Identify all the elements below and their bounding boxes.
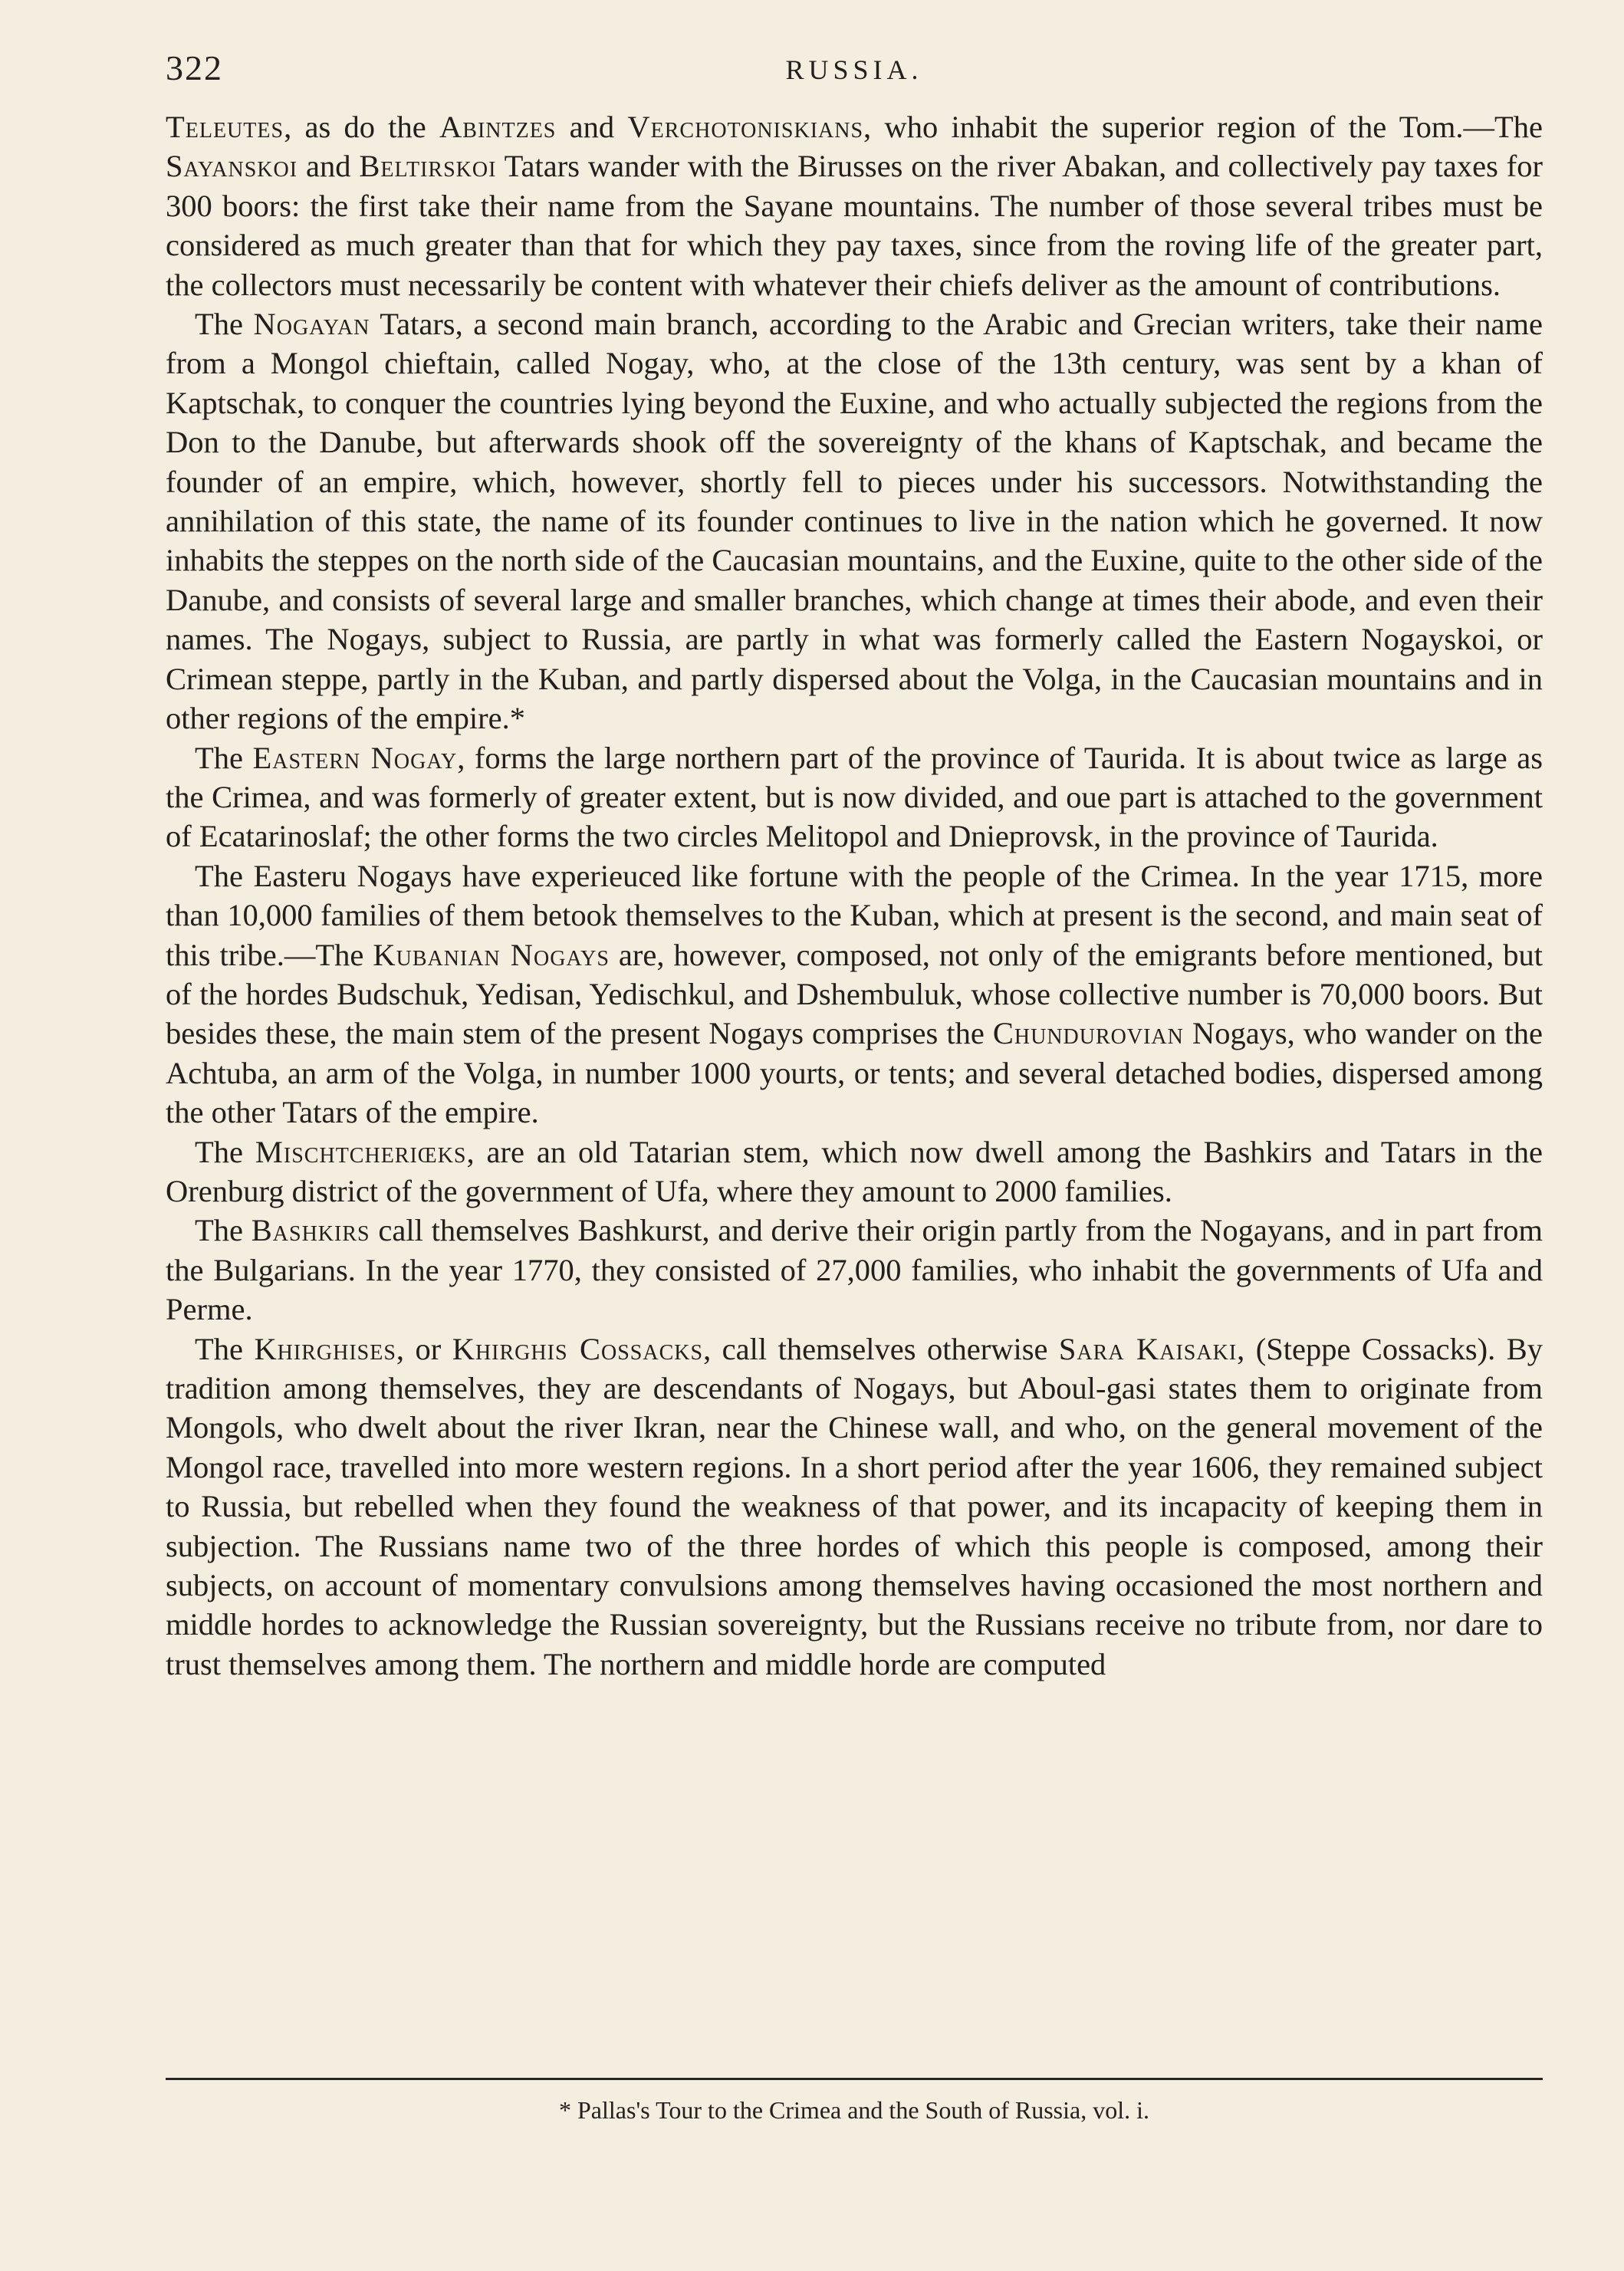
text-run: The [195,1213,251,1248]
paragraph [166,738,1543,856]
text-run: Tatars wander with the Birusses on the river Abakan, and collectively pay taxes for 300 boors: the first take their name from the Sayane mountains. The number of those several tribes must be considered as much greater than that for which they pay taxes, since from the roving life of the greater part, the collectors must necessarily be content with whatever their chiefs deliver as the amount of contributions. [166,149,1543,302]
paragraph [166,1132,1543,1211]
small-caps-name: Chundurovian [992,1016,1184,1051]
small-caps-name: Sayanskoi [166,149,298,184]
page-header [166,48,1543,101]
text-run: , who inhabit the superior region of the Tom.—The [863,110,1543,144]
text-run: , are an old Tatarian stem, which now dwell among the Bashkirs and Tatars in the Orenburg district of the government of Ufa, where they amount to 2000 families. [166,1134,1543,1208]
small-caps-name: Khirghis Cossacks [452,1331,704,1366]
text-run: call themselves Bashkurst, and derive their origin partly from the Nogayans, and in part from the Bulgarians. In the year 1770, they consisted of 27,000 families, who inhabit the governments of Ufa and Perme. [166,1213,1543,1327]
paragraph [166,107,1543,304]
text-run: , forms the large northern part of the province of Taurida. It is about twice as large as the Crimea, and was formerly of greater extent, but is now divided, and oue part is attached to the government of Ecatarinoslaf; the other forms the two circles Melitopol and Dnieprovsk, in the province of Taurida. [166,740,1543,854]
text-run: , as do the [284,110,440,144]
small-caps-name: Kubanian Nogays [373,937,610,972]
small-caps-name: Verchotoniskians [627,110,864,144]
text-run: The [195,1331,255,1366]
small-caps-name: Nogayan [253,307,370,342]
paragraph [166,1211,1543,1329]
text-run: , or [396,1331,452,1366]
text-run: , call themselves otherwise [703,1331,1059,1366]
small-caps-name: Sara Kaisaki [1058,1331,1238,1366]
text-run: , (Steppe Cossacks). By tradition among themselves, they are descendants of Nogays, but Aboul-gasi states them to originate from Mongols, who dwelt about the river Ikran, near the Chinese wall, and who, on the general movement of the Mongol race, travelled into more western regions. In a short period after the year 1606, they remained subject to Russia, but rebelled when they found the weakness of that power, and its incapacity of keeping them in subjection. The Russians name two of the three hordes of which this people is composed, among their subjects, on account of momentary convulsions among themselves having occasioned the most northern and middle hordes to acknowledge the Russian sovereignty, but the Russians receive no tribute from, nor dare to trust themselves among them. The northern and middle horde are computed [166,1331,1543,1681]
text-run: The Easteru Nogays have experieuced like fortune with the people of the Crimea. In the year 1715, more than 10,000 families of them betook themselves to the Kuban, which at present is the second, and main seat of this tribe.—The [166,858,1543,972]
small-caps-name: Mischtcheriœks [255,1134,467,1169]
footnote: * Pallas's Tour to the Crimea and the South of Russia, vol. i. [559,2096,1149,2124]
paragraph [166,1329,1543,1684]
small-caps-name: Bashkirs [251,1213,370,1248]
text-run: The [195,1134,255,1169]
small-caps-name: Teleutes [166,110,284,144]
small-caps-name: Beltirskoi [359,149,497,184]
text-run: The [195,307,254,342]
text-run: and [556,110,628,144]
paragraph [166,856,1543,1132]
paragraph [166,304,1543,738]
text-run: are, however, composed, not only of the emigrants before mentioned, but of the hordes Budschuk, Yedisan, Yedischkul, and Dshembuluk, whose collective number is 70,000 boors. But besides these, the main stem of the present Nogays comprises the [166,937,1543,1051]
text-run: Tatars, a second main branch, according to the Arabic and Grecian writers, take their name from a Mongol chieftain, called Nogay, who, at the close of the 13th century, was sent by a khan of Kaptschak, to conquer the countries lying beyond the Euxine, and who actually subjected the regions from the Don to the Danube, but afterwards shook off the sovereignty of the khans of Kaptschak, and became the founder of an empire, which, however, shortly fell to pieces under his successors. Notwithstanding the annihilation of this state, the name of its founder continues to live in the nation which he governed. It now inhabits the steppes on the north side of the Caucasian mountains, and the Euxine, quite to the other side of the Danube, and consists of several large and smaller branches, which change at times their abode, and even their names. The Nogays, subject to Russia, are partly in what was formerly called the Eastern Nogayskoi, or Crimean steppe, partly in the Kuban, and partly dispersed about the Volga, in the Caucasian mountains and in other regions of the empire.* [166,307,1543,736]
small-caps-name: Eastern Nogay [252,740,458,775]
small-caps-name: Abintzes [439,110,557,144]
text-run: Nogays, who wander on the Achtuba, an arm of the Volga, in number 1000 yourts, or tents; and several detached bodies, dispersed among the other Tatars of the empire. [166,1016,1543,1130]
small-caps-name: Khirghises [254,1331,396,1366]
text-run: The [195,740,253,775]
body-text [166,107,1543,1684]
running-title: RUSSIA. [785,54,923,85]
footnote-rule [166,2078,1543,2080]
page-number: 322 [166,48,223,87]
text-run: and [298,149,360,184]
